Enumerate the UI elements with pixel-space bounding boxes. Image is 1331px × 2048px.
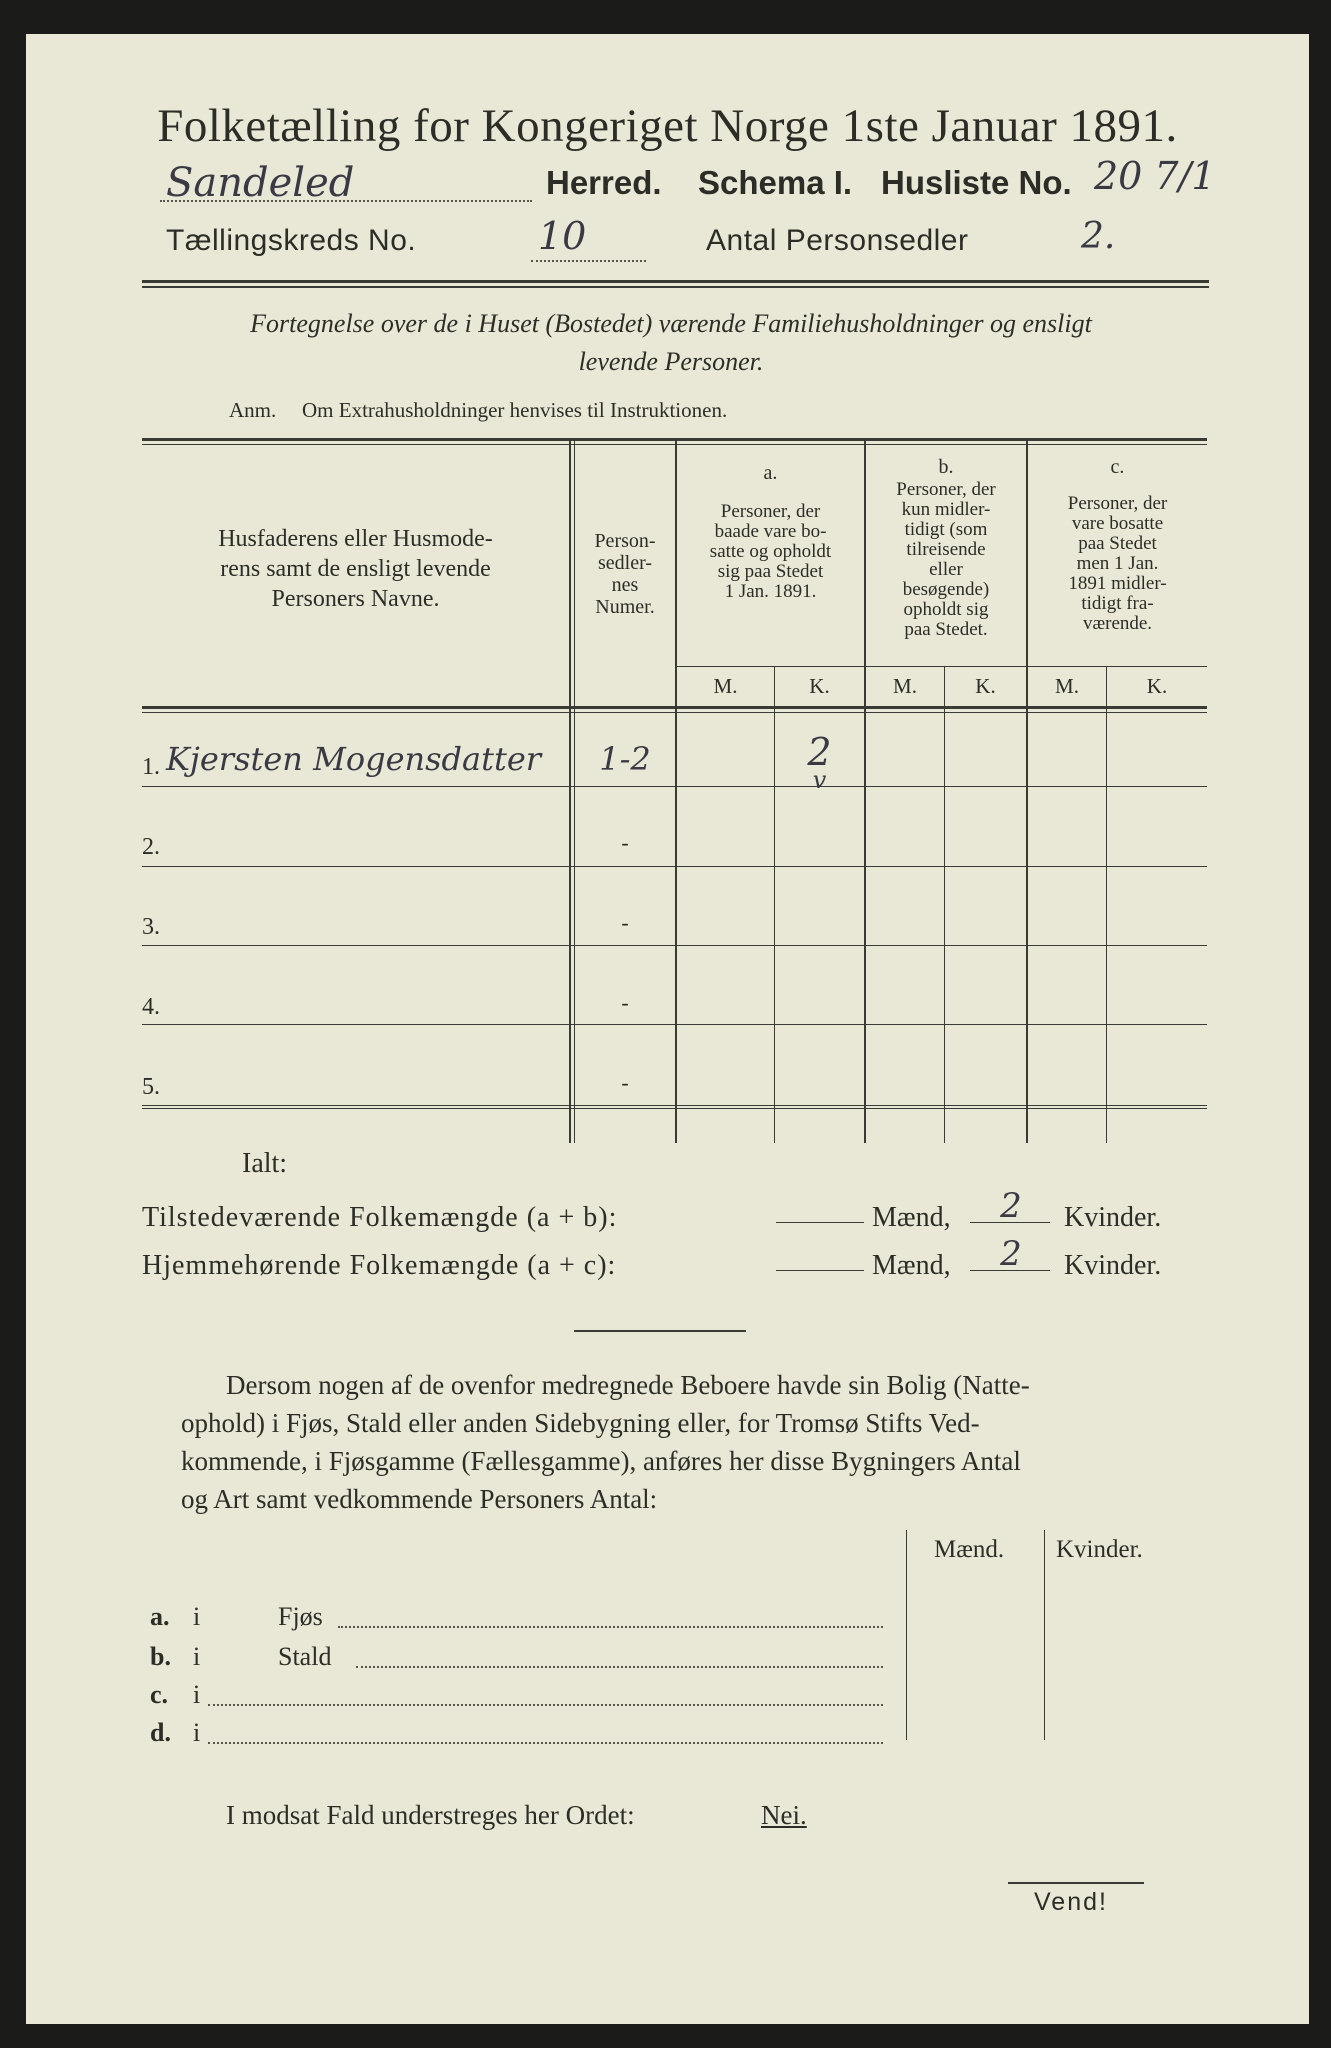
row-person-number: - bbox=[621, 830, 629, 855]
para-line-4: og Art samt vedkommende Personers Antal: bbox=[181, 1484, 658, 1514]
building-i: i bbox=[193, 1602, 201, 1631]
check-mark: v bbox=[812, 766, 827, 794]
building-letter: a. bbox=[150, 1602, 170, 1631]
husliste-label: Husliste No. bbox=[881, 164, 1072, 201]
building-i: i bbox=[193, 1642, 201, 1671]
buildings-kvinder-header: Kvinder. bbox=[1056, 1536, 1143, 1563]
form-title: Folketælling for Kongeriget Norge 1ste Januar 1891. bbox=[157, 100, 1178, 152]
row-number: 1. bbox=[142, 754, 160, 780]
intro-line-1: Fortegnelse over de i Huset (Bostedet) værende Familiehusholdninger og ensligt bbox=[250, 309, 1092, 338]
census-form bbox=[26, 34, 1309, 2024]
col-a-k: K. bbox=[809, 674, 830, 698]
anm-label: Anm. bbox=[229, 398, 277, 422]
building-letter: d. bbox=[150, 1718, 171, 1747]
hjemme-maend-label: Mænd, bbox=[872, 1250, 951, 1281]
building-letter: b. bbox=[150, 1642, 171, 1671]
para-line-3: kommende, i Fjøsgamme (Fællesgamme), anføres her disse Bygningers Antal bbox=[181, 1446, 1021, 1476]
schema-label: Schema I. bbox=[698, 164, 853, 201]
anm-text: Om Extrahusholdninger henvises til Instruktionen. bbox=[302, 398, 728, 422]
row-person-number: - bbox=[621, 910, 629, 935]
col-c-m: M. bbox=[1055, 674, 1079, 698]
row-name: Kjersten Mogensdatter bbox=[166, 740, 542, 778]
col-b-letter: b. bbox=[938, 456, 954, 478]
col-header-name: Husfaderens eller Husmode- rens samt de ensligt levende Personers Navne. bbox=[218, 526, 493, 612]
tilstede-maend-label: Mænd, bbox=[872, 1202, 951, 1233]
col-c-letter: c. bbox=[1110, 456, 1125, 478]
col-header-c: Personer, der vare bosatte paa Stedet men 1 Jan. 1891 midler- tidigt fra- værende. bbox=[1067, 493, 1168, 634]
col-header-a: Personer, der baade vare bo- satte og opholdt sig paa Stedet 1 Jan. 1891. bbox=[709, 501, 832, 602]
building-i: i bbox=[193, 1680, 201, 1709]
col-a-letter: a. bbox=[763, 462, 778, 484]
row-person-number: - bbox=[621, 990, 629, 1015]
col-header-number: Person- sedler- nes Numer. bbox=[594, 530, 656, 618]
intro-line-2: levende Personer. bbox=[578, 347, 764, 376]
row-a-k-value: 2 bbox=[807, 730, 832, 774]
nei-word: Nei. bbox=[761, 1800, 807, 1830]
building-letter: c. bbox=[150, 1680, 169, 1709]
ialt-label: Ialt: bbox=[242, 1148, 288, 1179]
col-c-k: K. bbox=[1146, 674, 1168, 698]
tilstede-kvinder-value: 2 bbox=[1000, 1186, 1022, 1226]
herred-value: Sandeled bbox=[166, 160, 355, 206]
hjemme-kvinder-label: Kvinder. bbox=[1064, 1250, 1162, 1281]
col-b-m: M. bbox=[893, 674, 917, 698]
antal-value: 2. bbox=[1081, 216, 1116, 257]
herred-label: Herred. bbox=[546, 164, 662, 201]
row-number: 2. bbox=[142, 834, 160, 860]
col-b-k: K. bbox=[975, 674, 996, 698]
modsat-text: I modsat Fald understreges her Ordet: bbox=[226, 1800, 635, 1830]
building-label: Fjøs bbox=[278, 1602, 323, 1631]
building-i: i bbox=[193, 1718, 201, 1747]
kreds-label: Tællingskreds No. bbox=[166, 224, 417, 257]
row-number: 4. bbox=[142, 994, 160, 1020]
row-number: 5. bbox=[142, 1074, 160, 1100]
vend-label: Vend! bbox=[1034, 1888, 1108, 1916]
para-line-2: ophold) i Fjøs, Stald eller anden Sidebygning eller, for Tromsø Stifts Ved- bbox=[181, 1408, 980, 1438]
kreds-value: 10 bbox=[538, 214, 587, 258]
buildings-maend-header: Mænd. bbox=[934, 1536, 1005, 1563]
tilstede-kvinder-label: Kvinder. bbox=[1064, 1202, 1162, 1233]
antal-label: Antal Personsedler bbox=[706, 224, 969, 257]
col-header-b: Personer, der kun midler- tidigt (som tilreisende eller besøgende) opholdt sig paa Stedet. bbox=[896, 479, 996, 640]
building-label: Stald bbox=[278, 1642, 332, 1671]
row-number: 3. bbox=[142, 914, 160, 940]
row-person-number: 1-2 bbox=[599, 740, 651, 778]
row-person-number: - bbox=[621, 1070, 629, 1095]
hjemme-kvinder-value: 2 bbox=[1000, 1234, 1022, 1274]
para-line-1: Dersom nogen af de ovenfor medregnede Beboere havde sin Bolig (Natte- bbox=[226, 1370, 1030, 1400]
hjemme-label: Hjemmehørende Folkemængde (a + c): bbox=[142, 1250, 617, 1281]
husliste-value: 20 7/1 bbox=[1094, 154, 1216, 198]
col-a-m: M. bbox=[713, 674, 738, 698]
tilstede-label: Tilstedeværende Folkemængde (a + b): bbox=[142, 1202, 618, 1233]
